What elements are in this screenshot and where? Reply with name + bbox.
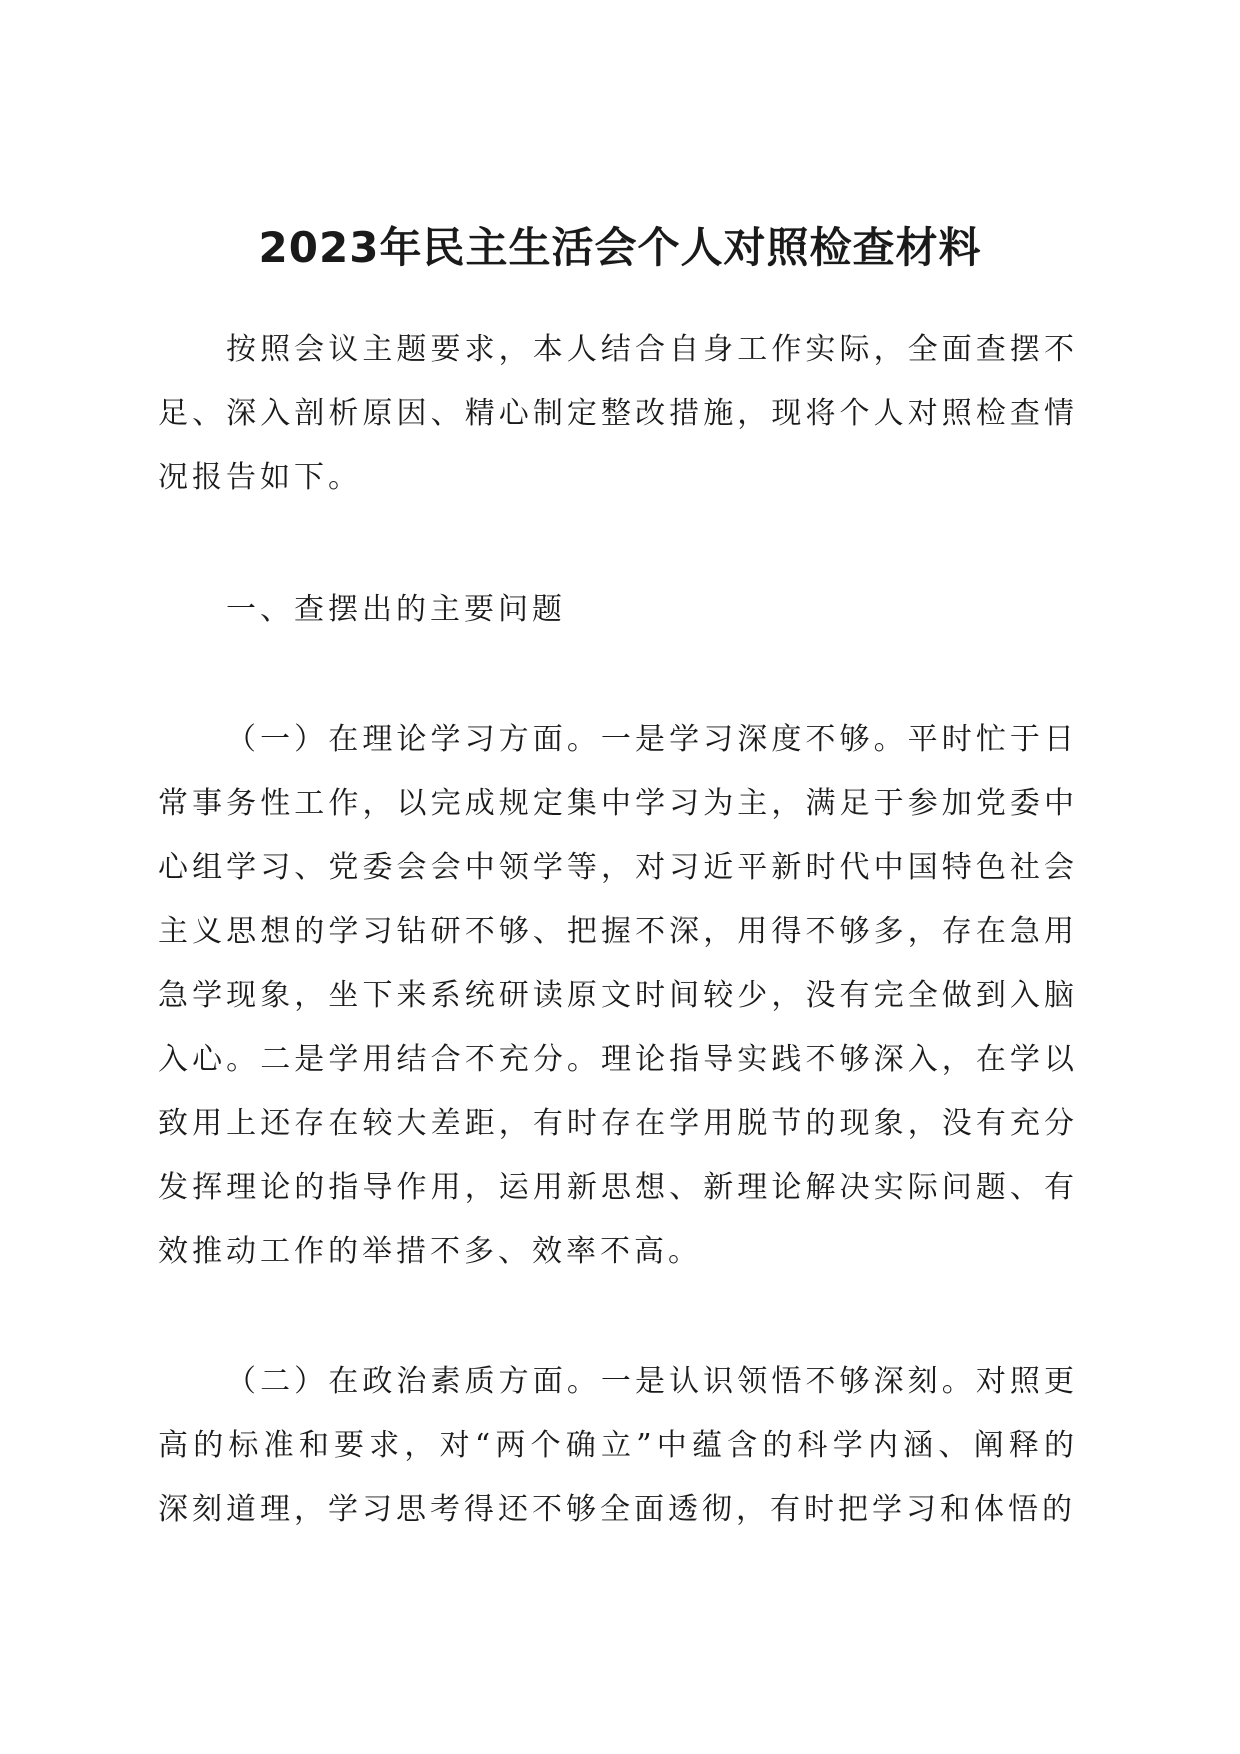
intro-paragraph: 按照会议主题要求，本人结合自身工作实际，全面查摆不足、深入剖析原因、精心制定整改措施，现将个人对照检查情况报告如下。 bbox=[158, 332, 1078, 495]
document-title: 2023年民主生活会个人对照检查材料 bbox=[258, 223, 982, 272]
political-quality-paragraph: （二）在政治素质方面。一是认识领悟不够深刻。对照更高的标准和要求，对“两个确立”中蕴含的科学内涵、阐释的深刻道理，学习思考得还不够全面透彻，有时把学习和体悟的 bbox=[158, 1364, 1078, 1527]
section-heading: 一、查摆出的主要问题 bbox=[226, 592, 566, 627]
theory-study-paragraph: （一）在理论学习方面。一是学习深度不够。平时忙于日常事务性工作，以完成规定集中学习为主，满足于参加党委中心组学习、党委会会中领学等，对习近平新时代中国特色社会主义思想的学习钻研不够、把握不深，用得不够多，存在急用急学现象，坐下来系统研读原文时间较少，没有完全做到入脑入心。二是学用结合不充分。理论指导实践不够深入，在学以致用上还存在较大差距，有时存在学用脱节的现象，没有充分发挥理论的指导作用，运用新思想、新理论解决实际问题、有效推动工作的举措不多、效率不高。 bbox=[158, 722, 1078, 1269]
